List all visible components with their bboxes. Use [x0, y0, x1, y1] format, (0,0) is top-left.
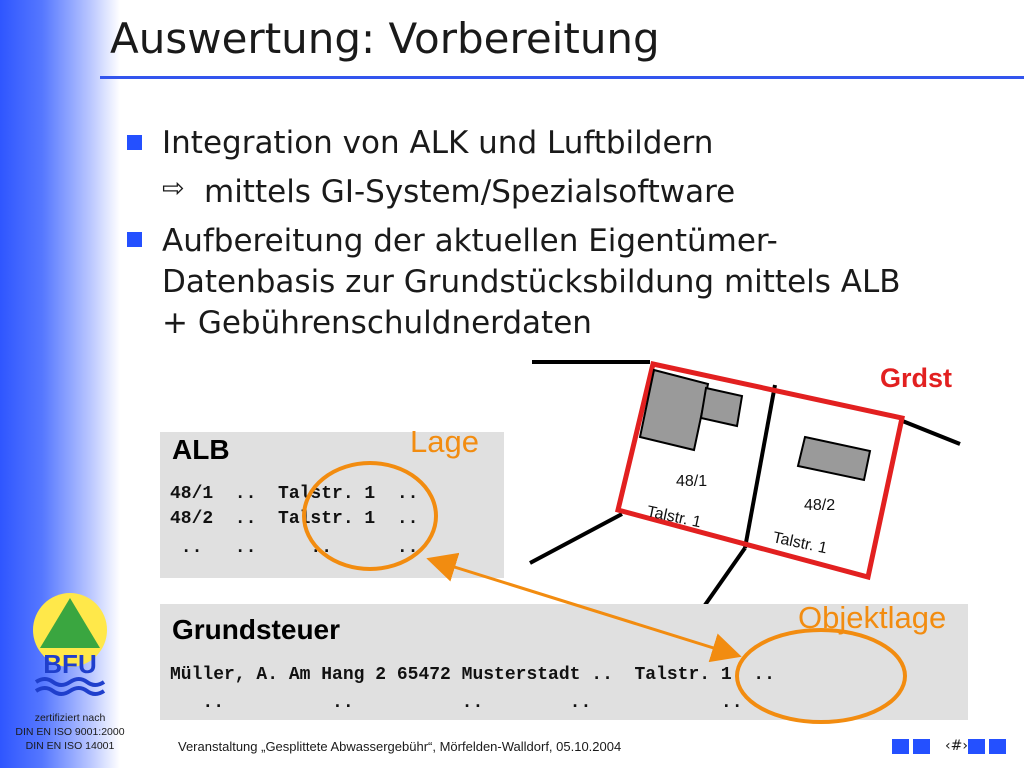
- parcel-label-48-2: 48/2: [804, 497, 836, 514]
- parcel-label-48-1: 48/1: [676, 473, 708, 490]
- grdst-label: Grdst: [880, 363, 953, 393]
- link-arrow: [432, 560, 736, 655]
- objektlage-label: Objektlage: [798, 600, 947, 635]
- nav-last-button[interactable]: [989, 739, 1006, 754]
- nav-first-button[interactable]: [892, 739, 909, 754]
- alb-row: 48/2 .. Talstr. 1 ..: [170, 509, 419, 529]
- sub-bullet-text: mittels GI-System/Spezialsoftware: [204, 174, 736, 210]
- cert-line: DIN EN ISO 9001:2000: [15, 726, 125, 738]
- arrow-right-icon: ⇨: [162, 173, 185, 204]
- alb-row: 48/1 .. Talstr. 1 ..: [170, 484, 419, 504]
- grundsteuer-row: .. .. .. .. ..: [170, 693, 743, 713]
- bullet-2-line-1: Aufbereitung der aktuellen Eigentümer-: [162, 223, 778, 259]
- slide-number-marker: ‹#›: [945, 738, 968, 754]
- objektlage-highlight-ellipse: [737, 630, 905, 722]
- bullet-2-line-3: + Gebührenschuldnerdaten: [162, 305, 592, 341]
- grundsteuer-row: Müller, A. Am Hang 2 65472 Musterstadt .. Talstr. 1 ..: [170, 665, 775, 685]
- bullet-2-line-2: Datenbasis zur Grundstücksbildung mittels ALB: [162, 264, 901, 300]
- lage-highlight-ellipse: [304, 463, 436, 569]
- nav-prev-button[interactable]: [913, 739, 930, 754]
- slide-title: Auswertung: Vorbereitung: [110, 14, 660, 63]
- bullet-1-text: Integration von ALK und Luftbildern: [162, 125, 714, 161]
- lage-label: Lage: [410, 424, 479, 459]
- grundsteuer-title: Grundsteuer: [172, 614, 341, 645]
- alb-row: .. .. .. ..: [170, 538, 419, 558]
- logo-text: BFU: [43, 649, 97, 679]
- street-label-1: Talstr. 1: [645, 503, 703, 532]
- alb-title: ALB: [172, 434, 230, 465]
- cert-line: DIN EN ISO 14001: [25, 740, 115, 752]
- bfu-logo: [18, 588, 128, 708]
- street-label-2: Talstr. 1: [771, 529, 829, 558]
- nav-next-button[interactable]: [968, 739, 985, 754]
- water-waves: [36, 679, 104, 685]
- cert-line: zertifiziert nach: [34, 712, 106, 724]
- footer-text: Veranstaltung „Gesplittete Abwassergebühr“, Mörfelden-Walldorf, 05.10.2004: [178, 739, 622, 754]
